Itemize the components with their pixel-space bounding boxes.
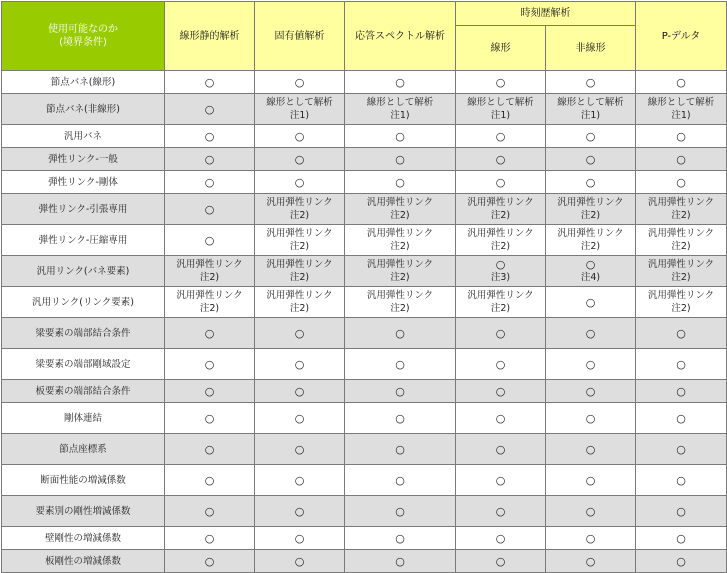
supported-mark: ○ — [204, 473, 215, 487]
supported-mark: ○ — [204, 233, 215, 247]
supported-mark: ○ — [495, 504, 506, 518]
supported-mark: ○ — [395, 442, 405, 456]
supported-mark: ○ — [495, 152, 506, 166]
supported-mark: ○ — [395, 152, 405, 166]
table-cell — [636, 318, 727, 349]
table-row — [2, 527, 727, 550]
header-eigen: 固有値解析 — [255, 2, 345, 71]
table-cell — [546, 527, 636, 550]
table-cell — [255, 496, 345, 527]
supported-mark: ○ — [495, 554, 506, 568]
table-row — [2, 71, 727, 94]
table-cell — [255, 287, 345, 318]
supported-mark: ○ — [676, 175, 686, 189]
cell-text: 注1) — [390, 110, 410, 121]
table-cell — [345, 225, 456, 256]
table-cell — [546, 94, 636, 125]
table-row — [2, 171, 727, 194]
table-cell — [255, 349, 345, 380]
table-row — [2, 496, 727, 527]
table-cell — [456, 148, 546, 171]
table-cell — [165, 194, 255, 225]
table-cell — [165, 71, 255, 94]
table-cell — [546, 434, 636, 465]
table-cell — [165, 434, 255, 465]
cell-text: 注2) — [289, 210, 310, 221]
supported-mark: ○ — [294, 554, 305, 568]
supported-mark: ○ — [495, 411, 506, 425]
table-cell — [636, 225, 727, 256]
supported-mark: ○ — [495, 384, 506, 398]
table-cell — [165, 318, 255, 349]
cell-text: 汎用弾性リンク — [467, 290, 534, 301]
supported-mark: ○ — [585, 152, 596, 166]
table-cell — [345, 527, 456, 550]
supported-mark: ○ — [585, 129, 596, 143]
table-cell — [165, 496, 255, 527]
supported-mark: ○ — [395, 554, 405, 568]
cell-text: 汎用弾性リンク — [467, 228, 534, 239]
row-label: 弾性リンク-一般 — [2, 148, 165, 171]
table-cell — [456, 496, 546, 527]
supported-mark: ○ — [395, 473, 405, 487]
table-cell — [636, 550, 727, 573]
table-cell — [636, 496, 727, 527]
table-row — [2, 318, 727, 349]
supported-mark: ○ — [495, 75, 506, 89]
row-label: 弾性リンク-剛体 — [2, 171, 165, 194]
cell-text: 注1) — [580, 110, 601, 121]
table-cell — [165, 125, 255, 148]
table-cell — [546, 403, 636, 434]
table-cell — [165, 527, 255, 550]
row-label: 汎用バネ — [2, 125, 165, 148]
row-label: 弾性リンク-引張専用 — [2, 194, 165, 225]
table-cell — [636, 403, 727, 434]
header-p-delta: P-デルタ — [636, 2, 727, 71]
table-cell — [255, 434, 345, 465]
cell-text: 注2) — [490, 241, 511, 252]
supported-mark: ○ — [585, 411, 596, 425]
table-cell — [165, 403, 255, 434]
table-cell — [456, 171, 546, 194]
header-corner — [2, 2, 165, 71]
cell-text: 線形として解析 — [266, 97, 333, 108]
header-th-nonlinear: 非線形 — [546, 26, 636, 71]
supported-mark: ○ — [676, 129, 686, 143]
table-cell — [165, 171, 255, 194]
table-cell — [255, 465, 345, 496]
supported-mark: ○ — [495, 531, 506, 545]
supported-mark: ○ — [676, 326, 686, 340]
supported-mark: ○ — [676, 442, 686, 456]
cell-text: 注1) — [289, 110, 310, 121]
table-cell — [456, 318, 546, 349]
supported-mark: ○ — [294, 442, 305, 456]
table-cell — [345, 550, 456, 573]
table-cell — [636, 171, 727, 194]
supported-mark: ○ — [395, 504, 405, 518]
supported-mark: ○ — [495, 442, 506, 456]
cell-text: 汎用弾性リンク — [176, 290, 243, 301]
header-linear-static: 線形静的解析 — [165, 2, 255, 71]
cell-text: 注2) — [671, 303, 691, 314]
table-cell — [546, 550, 636, 573]
table-cell — [456, 349, 546, 380]
cell-text: 汎用弾性リンク — [557, 228, 624, 239]
supported-mark: ○ — [395, 384, 405, 398]
supported-mark: ○ — [676, 75, 686, 89]
table-cell — [636, 125, 727, 148]
cell-text: 注2) — [671, 272, 691, 283]
cell-text: 注4) — [580, 272, 601, 283]
table-cell — [345, 194, 456, 225]
supported-mark: ○ — [204, 442, 215, 456]
supported-mark: ○ — [294, 129, 305, 143]
supported-mark: ○ — [395, 129, 405, 143]
supported-mark: ○ — [395, 326, 405, 340]
table-cell — [456, 194, 546, 225]
supported-mark: ○ — [585, 326, 596, 340]
supported-mark: ○ — [495, 473, 506, 487]
supported-mark: ○ — [495, 129, 506, 143]
table-cell — [165, 256, 255, 287]
table-cell — [546, 194, 636, 225]
table-cell — [345, 496, 456, 527]
cell-text: 注1) — [671, 110, 691, 121]
header-time-history: 時刻歴解析 — [456, 2, 636, 26]
supported-mark: ○ — [585, 531, 596, 545]
supported-mark: ○ — [294, 75, 305, 89]
supported-mark: ○ — [676, 504, 686, 518]
table-cell — [546, 380, 636, 403]
table-row — [2, 287, 727, 318]
table-cell — [546, 148, 636, 171]
supported-mark: ○ — [676, 473, 686, 487]
table-cell — [255, 148, 345, 171]
table-cell — [636, 256, 727, 287]
supported-mark: ○ — [204, 129, 215, 143]
table-cell — [456, 403, 546, 434]
supported-mark: ○ — [204, 504, 215, 518]
table-cell — [165, 287, 255, 318]
supported-mark: ○ — [585, 295, 596, 309]
row-label: 剛体連結 — [2, 403, 165, 434]
table-cell — [345, 171, 456, 194]
supported-mark: ○ — [585, 473, 596, 487]
cell-text: 注2) — [671, 241, 691, 252]
table-cell — [636, 380, 727, 403]
table-cell — [345, 125, 456, 148]
supported-mark: ○ — [395, 75, 405, 89]
table-cell — [345, 71, 456, 94]
supported-mark: ○ — [204, 202, 215, 216]
supported-mark: ○ — [495, 357, 506, 371]
table-cell — [636, 94, 727, 125]
supported-mark: ○ — [676, 384, 686, 398]
table-cell — [636, 194, 727, 225]
corner-title: 使用可能なのか — [48, 24, 118, 35]
table-cell — [255, 171, 345, 194]
table-cell — [546, 71, 636, 94]
supported-mark: ○ — [495, 175, 506, 189]
row-label: 梁要素の端部剛域設定 — [2, 349, 165, 380]
table-cell — [255, 403, 345, 434]
row-label: 節点座標系 — [2, 434, 165, 465]
table-cell — [165, 94, 255, 125]
cell-text: 注2) — [390, 303, 410, 314]
table-row — [2, 125, 727, 148]
table-row — [2, 349, 727, 380]
table-cell — [636, 287, 727, 318]
supported-mark: ○ — [204, 357, 215, 371]
table-cell — [345, 256, 456, 287]
cell-text: 汎用弾性リンク — [266, 228, 333, 239]
supported-mark: ○ — [676, 554, 686, 568]
supported-mark: ○ — [585, 442, 596, 456]
row-label: 梁要素の端部結合条件 — [2, 318, 165, 349]
supported-mark: ○ — [585, 504, 596, 518]
cell-text: 注2) — [289, 303, 310, 314]
table-cell — [456, 380, 546, 403]
cell-text: 注2) — [390, 241, 410, 252]
row-label: 弾性リンク-圧縮専用 — [2, 225, 165, 256]
cell-text: 注2) — [199, 272, 220, 283]
table-cell — [165, 550, 255, 573]
row-label: 節点バネ(非線形) — [2, 94, 165, 125]
supported-mark: ○ — [585, 175, 596, 189]
table-cell — [546, 171, 636, 194]
table-cell — [165, 148, 255, 171]
table-cell — [636, 148, 727, 171]
table-cell — [255, 318, 345, 349]
supported-mark: ○ — [676, 152, 686, 166]
supported-mark: ○ — [395, 175, 405, 189]
cell-text: 注2) — [671, 210, 691, 221]
cell-text: 汎用弾性リンク — [366, 228, 434, 239]
table-cell — [636, 527, 727, 550]
table-cell — [255, 194, 345, 225]
supported-mark: ○ — [585, 384, 596, 398]
supported-mark: ○ — [294, 152, 305, 166]
table-cell — [456, 287, 546, 318]
table-row — [2, 94, 727, 125]
cell-text: 汎用弾性リンク — [647, 197, 715, 208]
supported-mark: ○ — [294, 326, 305, 340]
table-cell — [456, 434, 546, 465]
table-cell — [165, 380, 255, 403]
table-cell — [546, 496, 636, 527]
supported-mark: ○ — [294, 411, 305, 425]
table-cell — [345, 318, 456, 349]
table-body — [2, 71, 727, 573]
cell-text: 汎用弾性リンク — [467, 197, 534, 208]
cell-text: 注2) — [580, 241, 601, 252]
row-label: 壁剛性の増減係数 — [2, 527, 165, 550]
supported-mark: ○ — [294, 384, 305, 398]
table-cell — [345, 380, 456, 403]
row-label: 要素別の剛性増減係数 — [2, 496, 165, 527]
table-cell — [546, 225, 636, 256]
table-cell — [255, 125, 345, 148]
table-cell — [345, 349, 456, 380]
supported-mark: ○ — [585, 554, 596, 568]
table-cell — [345, 465, 456, 496]
supported-mark: ○ — [495, 258, 506, 271]
supported-mark: ○ — [585, 258, 596, 271]
cell-text: 汎用弾性リンク — [266, 197, 333, 208]
table-cell — [165, 349, 255, 380]
cell-text: 汎用弾性リンク — [366, 290, 434, 301]
table-cell — [345, 403, 456, 434]
table-cell — [636, 71, 727, 94]
table-cell — [546, 287, 636, 318]
table-cell — [636, 465, 727, 496]
header-th-linear: 線形 — [456, 26, 546, 71]
row-label: 板剛性の増減係数 — [2, 550, 165, 573]
table-cell — [546, 256, 636, 287]
table-row — [2, 148, 727, 171]
cell-text: 汎用弾性リンク — [557, 197, 624, 208]
cell-text: 注2) — [199, 303, 220, 314]
table-row — [2, 403, 727, 434]
supported-mark: ○ — [395, 411, 405, 425]
cell-text: 線形として解析 — [557, 97, 624, 108]
supported-mark: ○ — [495, 326, 506, 340]
table-cell — [636, 349, 727, 380]
supported-mark: ○ — [294, 175, 305, 189]
cell-text: 汎用弾性リンク — [647, 290, 715, 301]
table-cell — [255, 550, 345, 573]
supported-mark: ○ — [294, 531, 305, 545]
cell-text: 汎用弾性リンク — [266, 259, 333, 270]
table-cell — [345, 94, 456, 125]
supported-mark: ○ — [585, 75, 596, 89]
cell-text: 注2) — [390, 210, 410, 221]
table-cell — [255, 94, 345, 125]
row-label: 節点バネ(線形) — [2, 71, 165, 94]
table-row — [2, 434, 727, 465]
table-row — [2, 256, 727, 287]
cell-text: 注2) — [490, 210, 511, 221]
table-cell — [636, 434, 727, 465]
table-cell — [456, 94, 546, 125]
cell-text: 線形として解析 — [366, 97, 434, 108]
cell-text: 汎用弾性リンク — [647, 228, 715, 239]
table-cell — [345, 287, 456, 318]
table-cell — [456, 550, 546, 573]
table-cell — [456, 256, 546, 287]
cell-text: 注2) — [580, 210, 601, 221]
supported-mark: ○ — [204, 102, 215, 116]
cell-text: 汎用弾性リンク — [647, 259, 715, 270]
supported-mark: ○ — [294, 357, 305, 371]
table-cell — [255, 256, 345, 287]
table-cell — [255, 71, 345, 94]
table-cell — [345, 148, 456, 171]
table-row — [2, 550, 727, 573]
supported-mark: ○ — [676, 411, 686, 425]
cell-text: 汎用弾性リンク — [366, 197, 434, 208]
supported-mark: ○ — [204, 531, 215, 545]
row-label: 汎用リンク(バネ要素) — [2, 256, 165, 287]
table-cell — [255, 380, 345, 403]
cell-text: 汎用弾性リンク — [266, 290, 333, 301]
row-label: 板要素の端部結合条件 — [2, 380, 165, 403]
cell-text: 汎用弾性リンク — [176, 259, 243, 270]
boundary-condition-table — [1, 1, 727, 573]
table-cell — [546, 465, 636, 496]
table-cell — [255, 527, 345, 550]
cell-text: 注2) — [390, 272, 410, 283]
table-cell — [546, 349, 636, 380]
supported-mark: ○ — [395, 531, 405, 545]
cell-text: 線形として解析 — [467, 97, 534, 108]
table-cell — [165, 225, 255, 256]
row-label: 汎用リンク(リンク要素) — [2, 287, 165, 318]
table-cell — [456, 125, 546, 148]
supported-mark: ○ — [395, 357, 405, 371]
table-cell — [456, 225, 546, 256]
table-cell — [345, 434, 456, 465]
table-cell — [546, 318, 636, 349]
table-cell — [456, 527, 546, 550]
row-label: 断面性能の増減係数 — [2, 465, 165, 496]
cell-text: 注2) — [490, 303, 511, 314]
supported-mark: ○ — [204, 75, 215, 89]
table-cell — [255, 225, 345, 256]
supported-mark: ○ — [676, 357, 686, 371]
table-row — [2, 380, 727, 403]
cell-text: 注2) — [289, 272, 310, 283]
table-cell — [456, 71, 546, 94]
corner-subtitle: (境界条件) — [59, 37, 107, 48]
cell-text: 汎用弾性リンク — [366, 259, 434, 270]
table-cell — [546, 125, 636, 148]
supported-mark: ○ — [585, 357, 596, 371]
supported-mark: ○ — [204, 411, 215, 425]
supported-mark: ○ — [204, 175, 215, 189]
supported-mark: ○ — [294, 504, 305, 518]
supported-mark: ○ — [676, 531, 686, 545]
cell-text: 注2) — [289, 241, 310, 252]
cell-text: 注3) — [490, 272, 511, 283]
supported-mark: ○ — [204, 384, 215, 398]
header-response-spectrum: 応答スペクトル解析 — [345, 2, 456, 71]
table-row — [2, 194, 727, 225]
supported-mark: ○ — [294, 473, 305, 487]
cell-text: 線形として解析 — [647, 97, 715, 108]
table-row — [2, 465, 727, 496]
table-cell — [165, 465, 255, 496]
supported-mark: ○ — [204, 554, 215, 568]
supported-mark: ○ — [204, 152, 215, 166]
table-row — [2, 225, 727, 256]
table-cell — [456, 465, 546, 496]
cell-text: 注1) — [490, 110, 511, 121]
supported-mark: ○ — [204, 326, 215, 340]
